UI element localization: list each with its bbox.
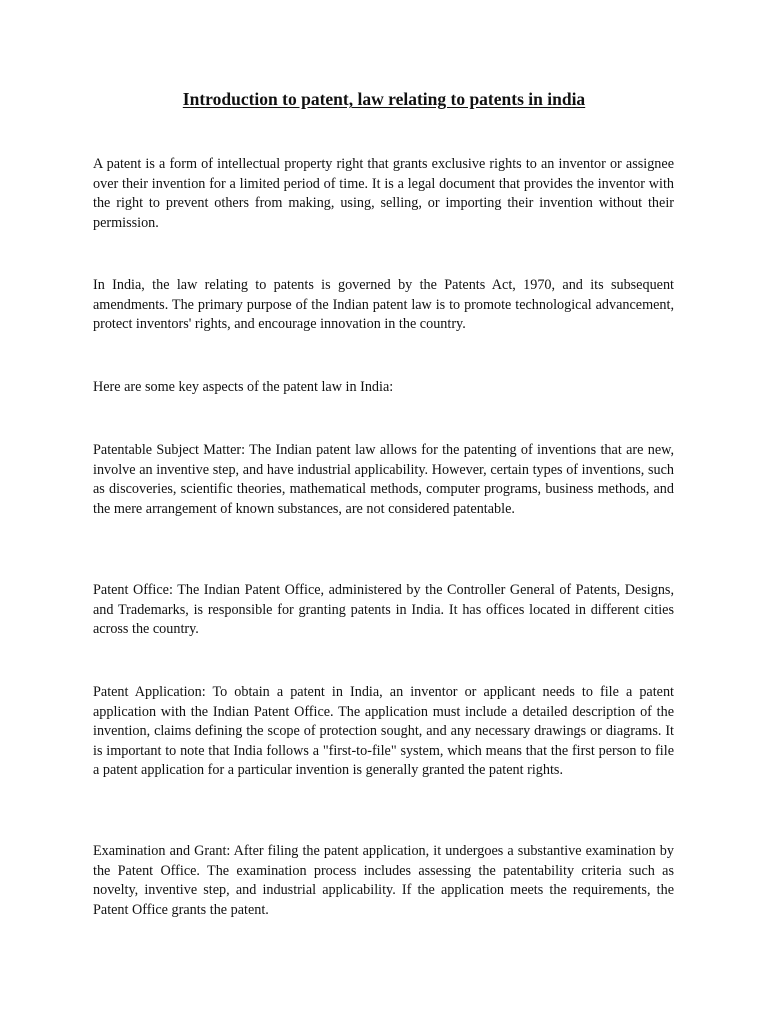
paragraph-patent-definition: A patent is a form of intellectual property right that grants exclusive rights to an inventor or assignee over their invention for a limited period of time. It is a legal document that provides the inventor with the right to prevent others from making, using, selling, or importing their invention without their permission. — [93, 156, 674, 231]
paragraph-examination-and-grant: Examination and Grant: After filing the patent application, it undergoes a substantive examination by the Patent Office. The examination process includes assessing the patentability criteria such as novelty, inventive step, and industrial applicability. If the application meets the requirements, the Patent Office grants the patent. — [93, 843, 674, 918]
paragraph-patent-application: Patent Application: To obtain a patent in India, an inventor or applicant needs to file a patent application with the Indian Patent Office. The application must include a detailed description of the invention, claims defining the scope of protection sought, and any necessary drawings or diagrams. It is important to note that India follows a "first-to-file" system, which means that the first person to file a patent application for a particular invention is generally granted the patent rights. — [93, 684, 674, 779]
document-title: Introduction to patent, law relating to patents in india — [182, 89, 586, 109]
paragraph-india-patent-law: In India, the law relating to patents is governed by the Patents Act, 1970, and its subsequent amendments. The primary purpose of the Indian patent law is to promote technological advancement, protect inventors' rights, and encourage innovation in the country. — [93, 277, 674, 333]
paragraph-patent-office: Patent Office: The Indian Patent Office, administered by the Controller General of Patents, Designs, and Trademarks, is responsible for granting patents in India. It has offices located in different cities across the country. — [93, 582, 674, 638]
paragraph-key-aspects-intro: Here are some key aspects of the patent law in India: — [93, 379, 394, 395]
paragraph-patentable-subject-matter: Patentable Subject Matter: The Indian patent law allows for the patenting of inventions that are new, involve an inventive step, and have industrial applicability. However, certain types of inventions, such as discoveries, scientific theories, mathematical methods, computer programs, business methods, and the mere arrangement of known substances, are not considered patentable. — [93, 442, 674, 517]
